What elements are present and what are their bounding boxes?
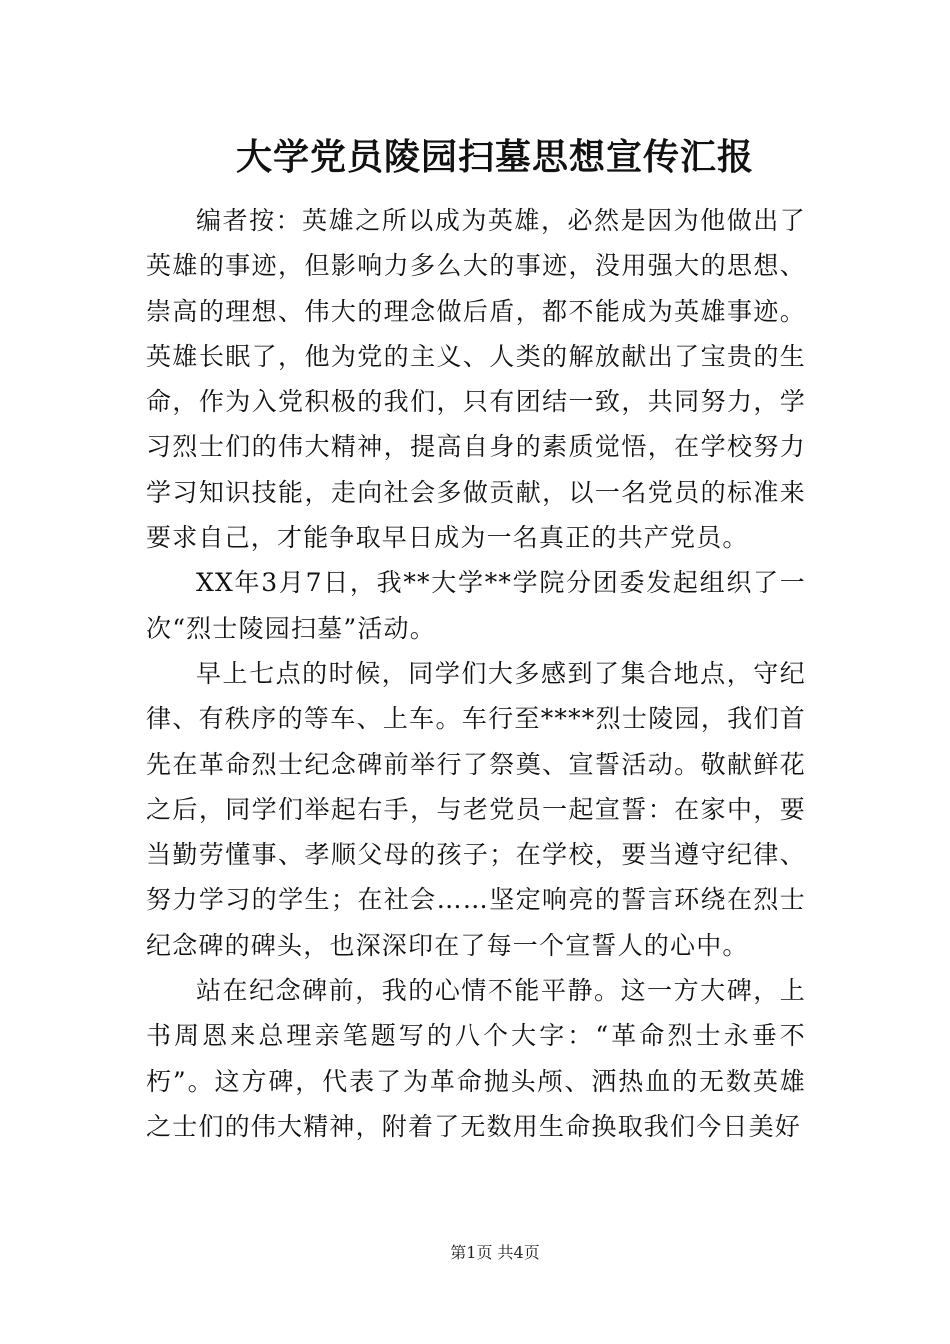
page-number-footer: 第1页 共4页	[450, 1243, 540, 1262]
paragraph-event-date: XX年3月7日，我**大学**学院分团委发起组织了一次“烈士陵园扫墓”活动。	[146, 568, 806, 643]
document-title: 大学党员陵园扫墓思想宣传汇报	[235, 136, 754, 178]
document-body	[146, 198, 806, 1149]
paragraph-editor-note: 编者按：英雄之所以成为英雄，必然是因为他做出了英雄的事迹，但影响力多么大的事迹，没用强大的思想、崇高的理想、伟大的理念做后盾，都不能成为英雄事迹。英雄长眠了，他为党的主义、人类的解放献出了宝贵的生命，作为入党积极的我们，只有团结一致，共同努力，学习烈士们的伟大精神，提高自身的素质觉悟，在学校努力学习知识技能，走向社会多做贡献，以一名党员的标准来要求自己，才能争取早日成为一名真正的共产党员。	[146, 206, 806, 553]
paragraph-monument: 站在纪念碑前，我的心情不能平静。这一方大碑，上书周恩来总理亲笔题写的八个大字：“革命烈士永垂不朽”。这方碑，代表了为革命抛头颅、洒热血的无数英雄之士们的伟大精神，附着了无数用生命换取我们今日美好	[146, 976, 806, 1141]
paragraph-morning-ceremony: 早上七点的时候，同学们大多感到了集合地点，守纪律、有秩序的等车、上车。车行至****烈士陵园，我们首先在革命烈士纪念碑前举行了祭奠、宣誓活动。敬献鲜花之后，同学们举起右手，与老党员一起宣誓：在家中，要当勤劳懂事、孝顺父母的孩子；在学校，要当遵守纪律、努力学习的学生；在社会……坚定响亮的誓言环绕在烈士纪念碑的碑头，也深深印在了每一个宣誓人的心中。	[146, 658, 806, 960]
